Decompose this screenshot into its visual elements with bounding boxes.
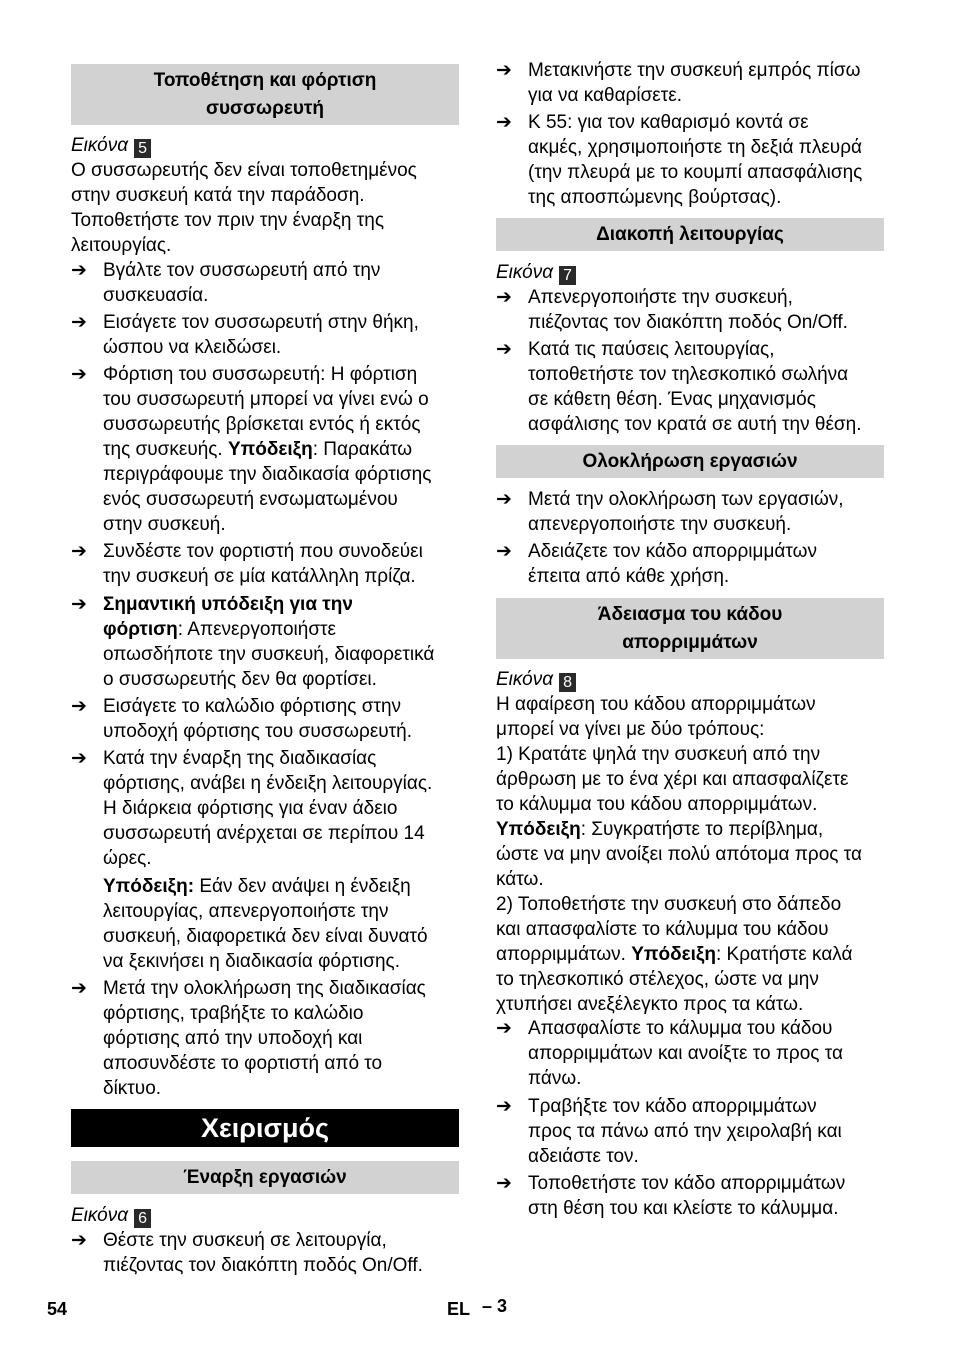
arrow-icon: ➔ — [496, 1096, 512, 1117]
text-line: Απασφαλίστε το κάλυμμα του κάδου — [528, 1018, 833, 1039]
text-line: έπειτα από κάθε χρήση. — [528, 566, 730, 587]
note-label: Υπόδειξη: — [103, 876, 195, 897]
text-line — [103, 617, 463, 642]
text-line: για να καθαρίσετε. — [528, 85, 683, 106]
text-fragment: : Απενεργοποιήστε — [177, 619, 337, 640]
arrow-icon: ➔ — [71, 541, 87, 562]
text-line: κάτω. — [496, 869, 544, 890]
arrow-icon: ➔ — [496, 287, 512, 308]
text-line: Ο συσσωρευτής δεν είναι τοποθετημένος — [71, 160, 417, 181]
text-fragment: Εάν δεν ανάψει η ένδειξη — [194, 876, 411, 897]
arrow-icon: ➔ — [71, 312, 87, 333]
figure-number-badge: 8 — [559, 673, 576, 692]
text-line: K 55: για τον καθαρισμό κοντά σε — [528, 112, 809, 133]
text-line: στην συσκευή κατά την παράδοση. — [71, 185, 365, 206]
figure-label: Εικόνα — [496, 669, 554, 690]
text-line: ακμές, χρησιμοποιήστε τη δεξιά πλευρά — [528, 137, 862, 158]
note-label: Υπόδειξη — [631, 944, 716, 965]
text-line: πιέζοντας τον διακόπτη ποδός On/Off. — [103, 1255, 423, 1276]
section-number: – 3 — [482, 1296, 508, 1316]
text-line: Κατά την έναρξη της διαδικασίας — [103, 748, 377, 769]
text-line: φόρτισης, ανάβει η ένδειξη λειτουργίας. — [103, 773, 433, 794]
text-line: πάνω. — [528, 1068, 582, 1089]
text-line: ενός συσσωρευτή ενσωματωμένου — [103, 489, 398, 510]
section-heading-battery — [71, 64, 459, 125]
section-heading-start: Έναρξη εργασιών — [71, 1161, 459, 1194]
arrow-icon: ➔ — [71, 1230, 87, 1251]
intro-paragraph — [71, 158, 459, 258]
text-line: Η διάρκεια φόρτισης για έναν άδειο — [103, 798, 398, 819]
text-line: του συσσωρευτή μπορεί να γίνει ενώ ο — [103, 389, 429, 410]
text-line: Μετακινήστε την συσκευή εμπρός πίσω — [528, 60, 861, 81]
text-line: Μετά την ολοκλήρωση της διαδικασίας — [103, 978, 426, 999]
text-line: Βγάλτε τον συσσωρευτή από την — [103, 260, 381, 281]
arrow-icon: ➔ — [71, 978, 87, 999]
text-line: φόρτισης από την υποδοχή και — [103, 1028, 363, 1049]
note-label: Υπόδειξη — [228, 439, 313, 460]
note-label: Σημαντική υπόδειξη για την — [103, 594, 353, 615]
arrow-icon: ➔ — [496, 60, 512, 81]
text-fragment: : Συγκρατήστε το περίβλημα, — [580, 819, 824, 840]
arrow-icon: ➔ — [496, 541, 512, 562]
text-line — [103, 437, 463, 462]
text-line: Τοποθετήστε τον πριν την έναρξη της — [71, 210, 385, 231]
text-line: συσσωρευτής βρίσκεται εντός ή εκτός — [103, 414, 421, 435]
text-line: της αποσπώμενης βούρτσας). — [528, 187, 782, 208]
text-line: Απενεργοποιήστε την συσκευή, — [528, 287, 793, 308]
text-fragment: της συσκευής. — [103, 439, 228, 460]
text-line: να ξεκινήσει η διαδικασία φόρτισης. — [103, 951, 400, 972]
text-line: σε κάθετη θέση. Ένας μηχανισμός — [528, 389, 816, 410]
text-line: (την πλευρά με το κουμπί απασφάλισης — [528, 162, 863, 183]
text-line: ώστε να μην ανοίξει πολύ απότομα προς τα — [496, 844, 862, 865]
text-line: ώρες. — [103, 848, 152, 869]
text-fragment: : Κρατήστε καλά — [715, 944, 853, 965]
text-line: Τοποθετήστε τον κάδο απορριμμάτων — [528, 1173, 846, 1194]
arrow-icon: ➔ — [71, 748, 87, 769]
text-line: χτυπήσει ανεξέλεγκτο προς τα κάτω. — [496, 994, 804, 1015]
removal-paragraph — [496, 692, 884, 1017]
figure-number-badge: 6 — [134, 1209, 151, 1228]
arrow-icon: ➔ — [71, 260, 87, 281]
text-line: αποσυνδέστε το φορτιστή από το — [103, 1053, 383, 1074]
text-line: Εισάγετε το καλώδιο φόρτισης στην — [103, 696, 402, 717]
text-line: οπωσδήποτε την συσκευή, διαφορετικά — [103, 644, 435, 665]
section-heading-empty-bin — [496, 598, 884, 659]
text-line: Μετά την ολοκλήρωση των εργασιών, — [528, 489, 844, 510]
figure-label: Εικόνα — [496, 262, 554, 283]
text-line: δίκτυο. — [103, 1078, 162, 1099]
text-line: πιέζοντας τον διακόπτη ποδός On/Off. — [528, 312, 848, 333]
text-line: Συνδέστε τον φορτιστή που συνοδεύει — [103, 541, 423, 562]
note-label: Υπόδειξη — [496, 819, 581, 840]
text-line: αδειάστε τον. — [528, 1146, 639, 1167]
text-line: Εισάγετε τον συσσωρευτή στην θήκη, — [103, 312, 419, 333]
figure-reference — [71, 133, 459, 158]
text-line: στη θέση του και κλείστε το κάλυμμα. — [528, 1198, 839, 1219]
chapter-heading: Χειρισμός — [71, 1109, 459, 1147]
text-line: Φόρτιση του συσσωρευτή: Η φόρτιση — [103, 364, 418, 385]
text-line: το κάλυμμα του κάδου απορριμμάτων. — [496, 794, 818, 815]
arrow-icon: ➔ — [496, 1018, 512, 1039]
text-line: λειτουργίας, απενεργοποιήστε την — [103, 901, 389, 922]
text-line: περιγράφουμε την διαδικασία φόρτισης — [103, 464, 432, 485]
text-fragment: απορριμμάτων. — [496, 944, 632, 965]
text-line: 2) Τοποθετήστε την συσκευή στο δάπεδο — [496, 894, 842, 915]
text-line: συσκευή, διαφορετικά δεν είναι δυνατό — [103, 926, 428, 947]
arrow-icon: ➔ — [71, 364, 87, 385]
figure-reference — [496, 260, 884, 285]
text-line: ώσπου να κλειδώσει. — [103, 337, 282, 358]
text-line: συσκευασία. — [103, 285, 209, 306]
text-line: στην συσκευή. — [103, 514, 226, 535]
heading-line: Άδειασμα του κάδου — [597, 603, 783, 625]
text-line: απενεργοποιήστε την συσκευή. — [528, 514, 792, 535]
section-heading-finish: Ολοκλήρωση εργασιών — [496, 445, 884, 478]
text-line: Κατά τις παύσεις λειτουργίας, — [528, 339, 775, 360]
arrow-icon: ➔ — [71, 594, 87, 615]
text-line: ασφάλισης τον κρατά σε αυτή την θέση. — [528, 414, 862, 435]
figure-label: Εικόνα — [71, 1205, 129, 1226]
arrow-icon: ➔ — [71, 696, 87, 717]
text-fragment: : Παρακάτω — [312, 439, 413, 460]
text-line: Η αφαίρεση του κάδου απορριμμάτων — [496, 694, 816, 715]
arrow-icon: ➔ — [496, 489, 512, 510]
figure-reference — [496, 667, 884, 692]
text-line: προς τα πάνω από την χειρολαβή και — [528, 1121, 842, 1142]
text-line: την συσκευή σε μία κατάλληλη πρίζα. — [103, 566, 416, 587]
text-line: άρθρωση με το ένα χέρι και απασφαλίζετε — [496, 769, 849, 790]
figure-label: Εικόνα — [71, 135, 129, 156]
text-line: λειτουργίας. — [71, 235, 172, 256]
figure-number-badge: 7 — [559, 266, 576, 285]
text-line — [103, 874, 463, 899]
text-line: υποδοχή φόρτισης του συσσωρευτή. — [103, 721, 413, 742]
section-heading-stop: Διακοπή λειτουργίας — [496, 218, 884, 251]
text-line — [496, 942, 884, 967]
text-line: συσσωρευτή ανέρχεται σε περίπου 14 — [103, 823, 425, 844]
heading-line: απορριμμάτων — [622, 631, 758, 653]
text-line: Τραβήξτε τον κάδο απορριμμάτων — [528, 1096, 817, 1117]
page-number: 54 — [47, 1299, 68, 1319]
arrow-icon: ➔ — [496, 1173, 512, 1194]
text-line: 1) Κρατάτε ψηλά την συσκευή από την — [496, 744, 821, 765]
language-code: EL — [447, 1299, 471, 1319]
text-line: Αδειάζετε τον κάδο απορριμμάτων — [528, 541, 817, 562]
text-line: και απασφαλίστε το κάλυμμα του κάδου — [496, 919, 829, 940]
arrow-icon: ➔ — [496, 112, 512, 133]
text-line: απορριμμάτων και ανοίξτε το προς τα — [528, 1043, 843, 1064]
arrow-icon: ➔ — [496, 339, 512, 360]
text-line: τοποθετήστε τον τηλεσκοπικό σωλήνα — [528, 364, 849, 385]
text-line: μπορεί να γίνει με δύο τρόπους: — [496, 719, 765, 740]
figure-number-badge: 5 — [134, 139, 151, 158]
text-line: φόρτισης, τραβήξτε το καλώδιο — [103, 1003, 364, 1024]
note-label: φόρτιση — [103, 619, 178, 640]
heading-line: Τοποθέτηση και φόρτιση — [153, 69, 377, 91]
text-line: το τηλεσκοπικό στέλεχος, ώστε να μην — [496, 969, 819, 990]
text-line — [496, 817, 884, 842]
text-line: ο συσσωρευτής δεν θα φορτίσει. — [103, 669, 377, 690]
heading-line: συσσωρευτή — [205, 97, 324, 119]
text-line: Θέστε την συσκευή σε λειτουργία, — [103, 1230, 387, 1251]
figure-reference — [71, 1203, 459, 1228]
